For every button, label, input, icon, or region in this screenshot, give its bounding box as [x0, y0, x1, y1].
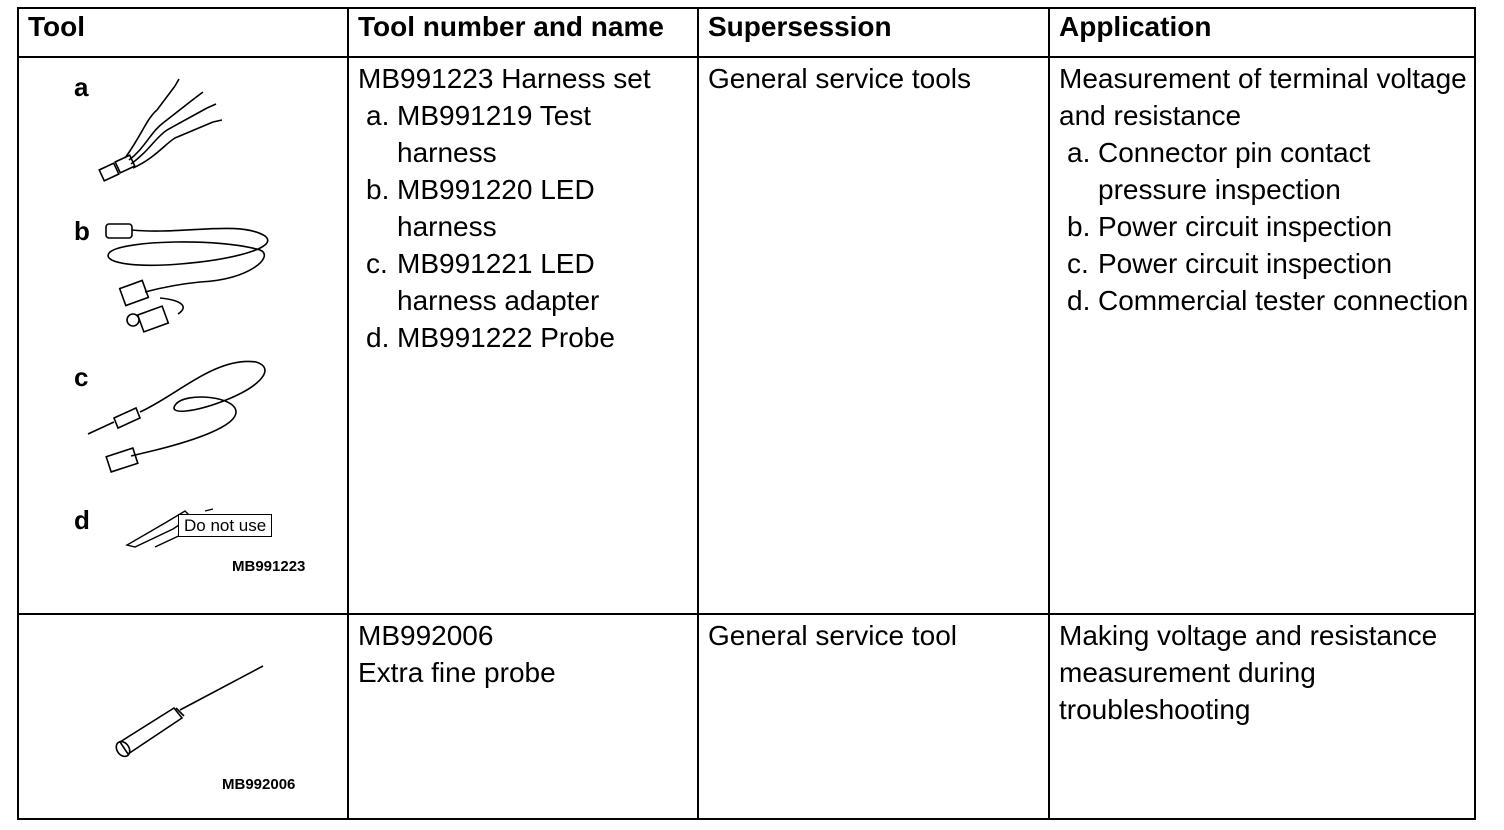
supersession-text: General service tool [708, 620, 958, 651]
application-cell [1049, 57, 1475, 614]
application-cell [1049, 614, 1475, 819]
part-letter-d: d [74, 505, 90, 535]
header-application: Application [1049, 8, 1475, 57]
supersession-text: General service tools [708, 63, 972, 94]
list-item: a. MB991219 Test harness [366, 100, 592, 168]
header-row [18, 8, 1475, 57]
list-item: b. Power circuit inspection [1067, 211, 1393, 242]
list-item: c. MB991221 LED harness adapter [366, 248, 600, 316]
led-harness-icon [100, 220, 280, 335]
supersession-cell [698, 57, 1049, 614]
application-intro: Measurement of terminal voltage and resistance [1059, 63, 1467, 131]
list-item: c. Power circuit inspection [1067, 248, 1393, 279]
do-not-use-label: Do not use [178, 514, 272, 537]
tool-title: MB991223 Harness set [358, 63, 651, 94]
tool-name: Extra fine probe [358, 657, 556, 688]
application-text: Making voltage and resistance measurement during troubleshooting [1059, 620, 1438, 725]
header-tool: Tool [18, 8, 348, 57]
tool-number-name-cell [348, 57, 698, 614]
tool-code-label: MB991223 [232, 558, 306, 575]
tool-code-label: MB992006 [222, 776, 296, 793]
list-item: b. MB991220 LED harness [366, 174, 595, 242]
list-item: d. Commercial tester connection [1067, 285, 1469, 316]
list-item: d. MB991222 Probe [366, 322, 615, 353]
part-letter-a: a [74, 72, 89, 102]
part-letter-c: c [74, 362, 89, 392]
led-harness-adapter-icon [86, 356, 276, 476]
header-tool-number-name: Tool number and name [348, 8, 698, 57]
test-harness-icon [95, 78, 225, 193]
part-letter-b: b [74, 216, 90, 246]
supersession-cell [698, 614, 1049, 819]
tool-number: MB992006 [358, 620, 494, 651]
list-item: a. Connector pin contact pressure inspection [1067, 137, 1371, 205]
extra-fine-probe-icon [110, 662, 270, 762]
header-supersession: Supersession [698, 8, 1049, 57]
tool-number-name-cell [348, 614, 698, 819]
